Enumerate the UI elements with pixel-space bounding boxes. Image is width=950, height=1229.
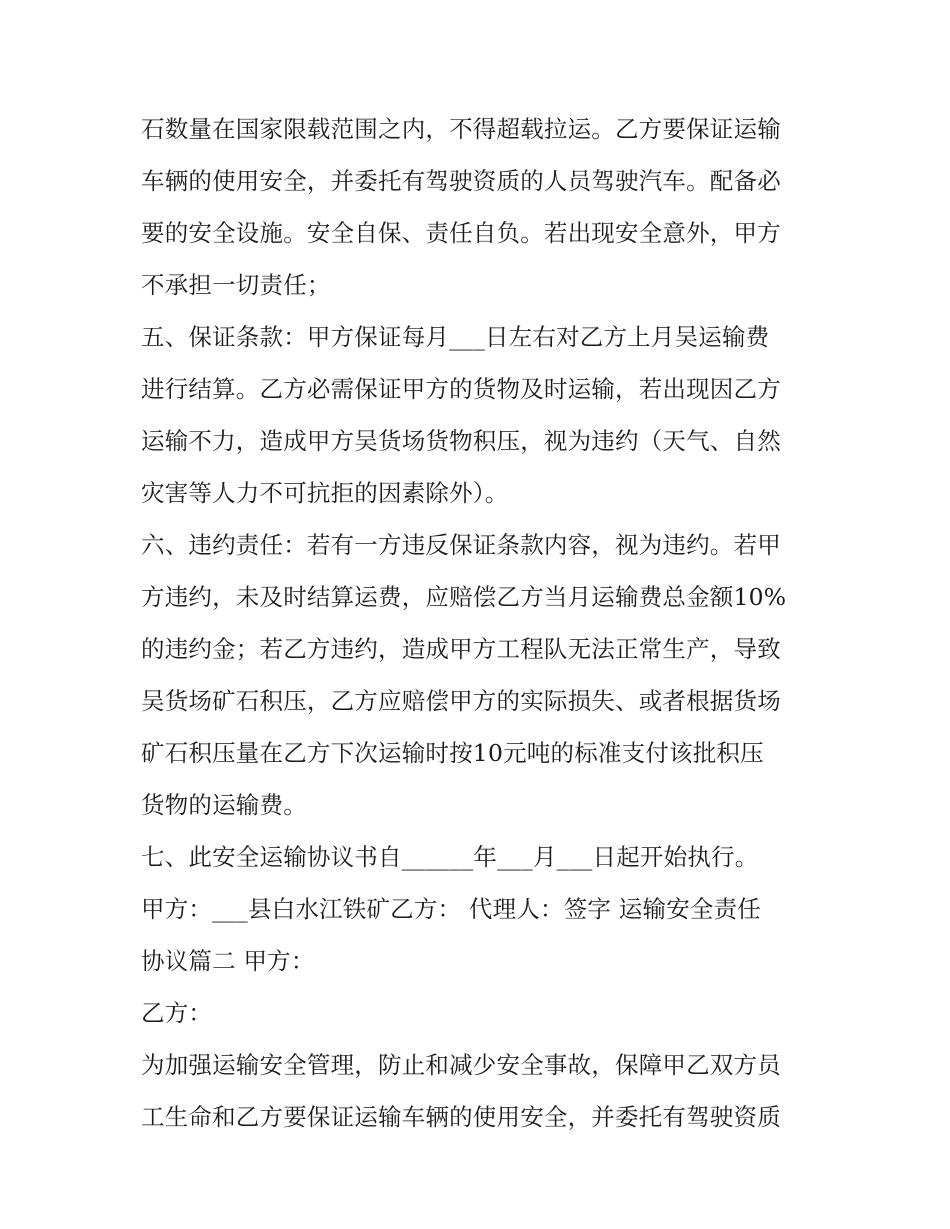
text-line: 车辆的使用安全，并委托有驾驶资质的人员驾驶汽车。配备必 [141,167,781,195]
text-line: 不承担一切责任； [141,271,331,299]
text-line: 石数量在国家限载范围之内，不得超载拉运。乙方要保证运输 [141,115,781,143]
section-two-heading-line: 协议篇二 甲方： [141,947,315,975]
text-line: 方违约，未及时结算运费，应赔偿乙方当月运输费总金额10% [141,583,787,611]
document-body [141,103,821,1143]
text-line: 要的安全设施。安全自保、责任自负。若出现安全意外，甲方 [141,219,781,247]
text-line: 灾害等人力不可抗拒的因素除外）。 [141,479,509,507]
text-line: 进行结算。乙方必需保证甲方的货物及时运输，若出现因乙方 [141,375,781,403]
text-line: 货物的运输费。 [141,791,307,819]
text-line: 为加强运输安全管理，防止和减少安全事故，保障甲乙双方员 [141,1051,781,1079]
clause-five-heading-line: 五、保证条款：甲方保证每月___日左右对乙方上月吴运输费 [141,323,770,351]
signature-line: 甲方：___县白水江铁矿乙方： 代理人：签字 运输安全责任 [141,895,761,923]
party-b-line: 乙方： [141,999,213,1027]
clause-seven-line: 七、此安全运输协议书自______年___月___日起开始执行。 [141,843,759,871]
text-line: 吴货场矿石积压，乙方应赔偿甲方的实际损失、或者根据货场 [141,687,781,715]
clause-six-heading-line: 六、违约责任：若有一方违反保证条款内容，视为违约。若甲 [141,531,781,559]
text-line: 工生命和乙方要保证运输车辆的使用安全，并委托有驾驶资质 [141,1103,781,1131]
text-line: 矿石积压量在乙方下次运输时按10元吨的标准支付该批积压 [141,739,764,767]
text-line: 运输不力，造成甲方吴货场货物积压，视为违约（天气、自然 [141,427,781,455]
text-line: 的违约金；若乙方违约，造成甲方工程队无法正常生产，导致 [141,635,781,663]
